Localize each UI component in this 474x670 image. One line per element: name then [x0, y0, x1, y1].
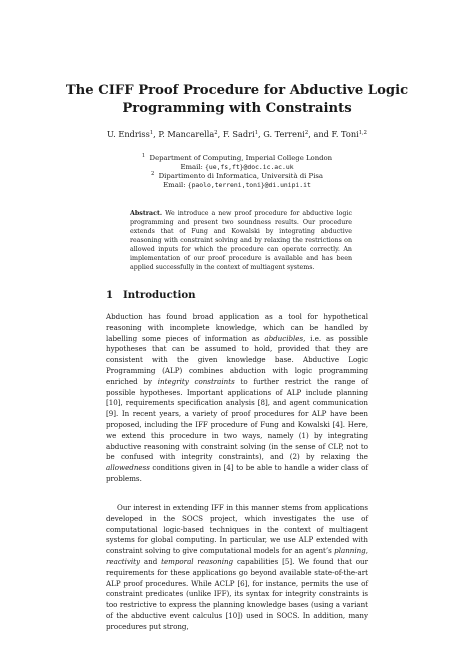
title-line-2: Programming with Constraints [122, 101, 352, 116]
affiliation-2-email-label: Email: [163, 181, 188, 189]
title-line-1: The CIFF Proof Procedure for Abductive Logic [65, 83, 409, 98]
section-title: Introduction [123, 289, 196, 301]
affiliation-2-institution: Dipartimento di Informatica, Università di Pisa [158, 172, 324, 180]
affiliation-2-name [60, 172, 414, 181]
paragraph-1: Abduction has found broad application as a tool for hypothetical reasoning with incomplete knowledge, which can be handled by labelling some pieces of information as abducibles, i.e. as possible hypotheses that can be assumed to hold, provided that they are consistent with the given knowledge base. Abductive Logic Programming (ALP) combines abduction with logic programming enriched by integrity constraints to further restrict the range of possible hypotheses. Important applications of ALP include planning [10], requirements specification analysis [8], and agent communication [9]. In recent years, a variety of proof procedures for ALP have been proposed, including the IFF procedure of Fung and Kowalski [4]. Here, we extend this procedure in two ways, namely (1) by integrating abductive reasoning with constraint solving (in the sense of CLP, not to be confused with integrity constraints), and (2) by relaxing the allowedness conditions given in [4] to be able to handle a wider class of problems. [106, 312, 369, 483]
author-affiliation-marker: 1 [149, 130, 154, 136]
author-separator: , [153, 129, 159, 139]
author-affiliation-marker: 1 [254, 130, 258, 136]
affiliation-1-email-line [60, 163, 414, 172]
affiliation-1-institution: Department of Computing, Imperial College London [149, 154, 333, 162]
affiliation-1-email-label: Email: [180, 163, 206, 171]
abstract-label: Abstract. [130, 210, 163, 217]
affiliation-2 [60, 172, 414, 190]
author-separator: , [258, 129, 264, 139]
abstract-text: We introduce a new proof procedure for abductive logic programming and present two soundness results. Our procedure extends that of Fung and Kowalski by integrating abductive reasoning with constraint solving and by relaxing the restrictions on allowed inputs for which the procedure can operate correctly. An implementation of our proof procedure is available and has been applied successfully in the context of multiagent systems. [130, 210, 352, 271]
emphasized-term: planning [334, 546, 366, 556]
emphasized-term: abducibles [264, 333, 304, 343]
affiliation-2-email-line [60, 181, 414, 190]
emphasized-term: temporal reasoning [161, 556, 234, 566]
author-separator: , [217, 129, 223, 139]
author-affiliation-marker: 2 [304, 130, 309, 136]
author-name: P. Mancarella [158, 129, 215, 139]
author-name: F. Toni [331, 129, 359, 139]
author-list [60, 129, 414, 139]
affiliation-1 [60, 154, 414, 172]
author-separator: , and [308, 129, 332, 139]
affiliation-2-email[interactable]: {paolo,terreni,toni}@di.unipi.it [187, 181, 311, 189]
abstract [130, 209, 352, 272]
emphasized-term: reactivity [106, 556, 141, 566]
author-affiliation-marker: 1,2 [358, 130, 367, 136]
author-name: F. Sadri [222, 129, 255, 139]
section-number: 1 [106, 289, 114, 301]
author-affiliation-marker: 2 [214, 130, 218, 136]
affiliation-1-email[interactable]: {ue,fs,ft}@doc.ic.ac.uk [205, 163, 294, 171]
paragraph-2: Our interest in extending IFF in this manner stems from applications developed in the SOCS project, which investigates the use of computational logic-based techniques in the context of multiagent systems for global computing. In particular, we use ALP extended with constraint solving to give computational models for an agent’s planning, reactivity and temporal reasoning capabilities [5]. We found that our requirements for these applications go beyond available state-of-the-art ALP proof procedures. While ACLP [6], for instance, permits the use of constraint predicates (unlike IFF), its syntax for integrity constraints is too restrictive to express the planning knowledge bases (using a variant of the abductive event calculus [10]) used in SOCS. In addition, many procedures put strong, [106, 503, 368, 631]
author-name: U. Endriss [107, 129, 150, 139]
author-name: G. Terreni [263, 129, 305, 139]
section-heading [106, 289, 196, 301]
affiliation-1-marker: 1 [141, 153, 146, 159]
affiliation-1-name [60, 154, 414, 163]
paper-title [60, 82, 414, 118]
affiliation-2-marker: 2 [150, 171, 155, 177]
emphasized-term: integrity constraints [157, 376, 235, 386]
emphasized-term: allowedness [106, 463, 150, 473]
